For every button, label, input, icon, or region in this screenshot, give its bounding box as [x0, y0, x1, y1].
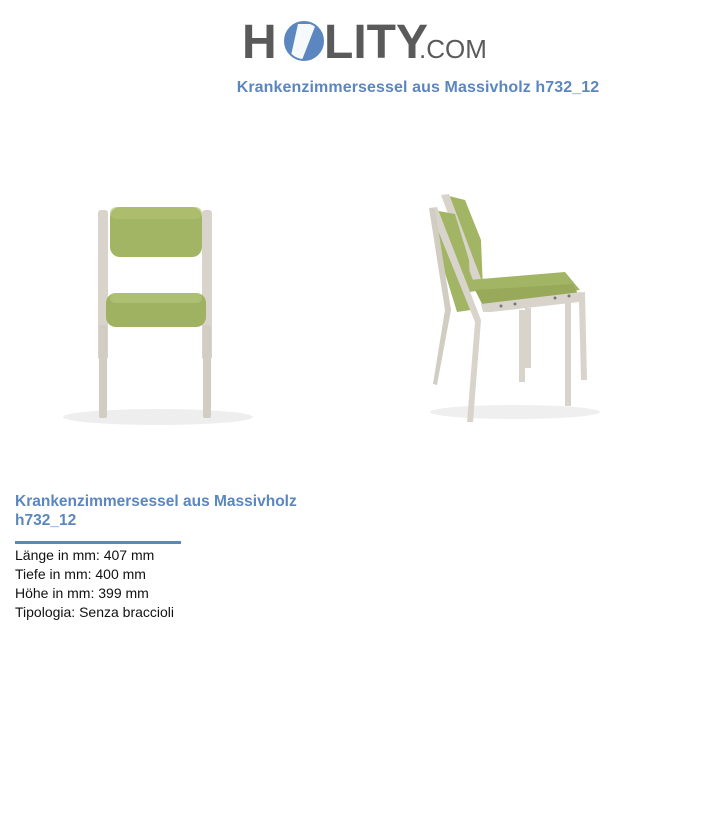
logo-text-h: H — [242, 16, 277, 68]
chairs-stacked-image — [405, 180, 615, 435]
chair-front-image — [40, 185, 275, 440]
spec-length: Länge in mm: 407 mm — [15, 547, 155, 563]
holity-logo[interactable] — [242, 8, 492, 68]
product-title-line-1: Krankenzimmersessel aus Massivholz — [15, 493, 297, 510]
logo-o-mark — [285, 22, 323, 60]
page-title: Krankenzimmersessel aus Massivholz h732_12 — [236, 79, 600, 96]
spec-type: Tipologia: Senza braccioli — [15, 604, 175, 620]
product-specs — [15, 546, 174, 622]
logo-text-lity: LITY — [324, 16, 428, 68]
product-title-line-2: h732_12 — [15, 512, 77, 529]
logo-text-com: .COM — [419, 34, 487, 64]
spec-height: Höhe in mm: 399 mm — [15, 585, 149, 601]
spec-depth: Tiefe in mm: 400 mm — [15, 566, 146, 582]
product-title — [15, 492, 345, 530]
title-divider — [15, 541, 181, 544]
